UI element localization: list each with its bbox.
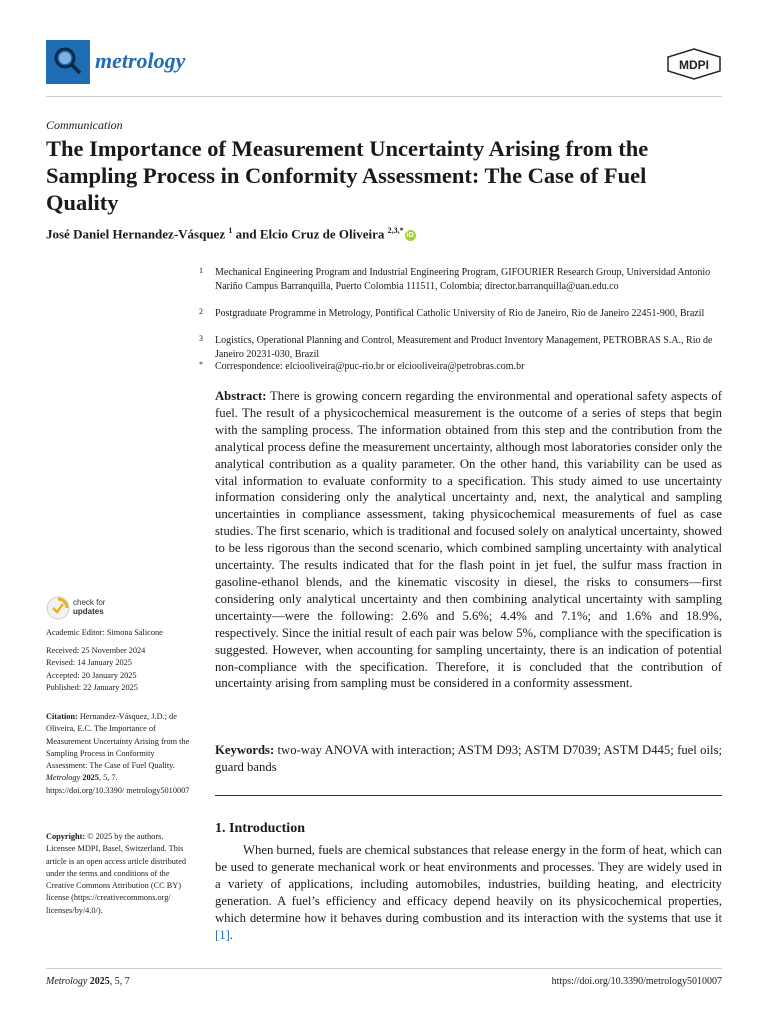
author-affiliation-sup: 2,3,* (387, 226, 404, 235)
affiliation-item (199, 360, 725, 374)
section-heading: 1. Introduction (215, 821, 305, 836)
citation-label: Citation: (46, 712, 78, 721)
introduction-text: When burned, fuels are chemical substances that release energy in the form of heat, which can be used to generate mechanical work or heat environments and processes. They are widely used in a variety of applications, including automobiles, industries, building heating, and electricity generation. A fuel’s efficiency and efficacy depend heavily on its physicochemical properties, which determine how it behaves during combustion and its interaction with the systems that use it (215, 843, 722, 925)
mdpi-logo-text: MDPI (679, 58, 709, 72)
footer-doi-link[interactable]: https://doi.org/10.3390/metrology5010007 (551, 976, 722, 987)
copyright-label: Copyright: (46, 832, 86, 841)
orcid-icon[interactable]: iD (406, 231, 414, 239)
accepted-date: Accepted: 20 January 2025 (46, 670, 137, 680)
check-updates-line1: check for (73, 598, 106, 607)
academic-editor: Academic Editor: Simona Salicone (46, 628, 163, 637)
article-type: Communication (46, 118, 123, 132)
check-for-updates-button[interactable] (46, 596, 126, 620)
abstract (215, 388, 722, 692)
affiliation-item (199, 266, 725, 293)
footer-divider (46, 968, 722, 969)
published-date: Published: 22 January 2025 (46, 682, 138, 692)
author-and: and (235, 226, 257, 242)
affiliation-item (199, 307, 725, 321)
footer-citation (46, 976, 130, 987)
section-divider (215, 795, 722, 796)
citation-journal: Metrology (46, 773, 81, 783)
affiliation-text: Logistics, Operational Planning and Control, Measurement and Product Inventory Management, PETROBRAS S.A., Rio de Janeiro 20231-030, Brazil (215, 335, 713, 360)
mdpi-logo-icon[interactable] (666, 48, 722, 80)
author-name[interactable]: José Daniel Hernandez-Vásquez (46, 226, 226, 242)
journal-logo-icon (46, 40, 90, 84)
keywords (215, 742, 722, 776)
footer-journal: Metrology (46, 976, 88, 987)
keywords-label: Keywords: (215, 743, 275, 757)
footer-year: 2025 (89, 976, 110, 987)
citation-block (46, 711, 194, 797)
revised-date: Revised: 14 January 2025 (46, 658, 132, 668)
introduction-end: . (229, 928, 233, 942)
affiliation-number: * (199, 360, 203, 369)
introduction-paragraph (215, 842, 722, 944)
author-affiliation-sup: 1 (228, 226, 233, 235)
correspondence-text[interactable]: Correspondence: elciooliveira@puc-rio.br or elciooliveira@petrobras.com.br (215, 361, 525, 372)
affiliation-text: Mechanical Engineering Program and Industrial Engineering Program, GIFOURIER Research Group, Universidad Antonio Nariño Campus Barranquilla, Puerto Colombia 111511, Colombia; director.barranquilla@uan.edu.co (215, 267, 711, 292)
citation-text: Hernandez-Vásquez, J.D.; de Oliveira, E.C. The Importance of Measurement Uncertainty Arising from the Sampling Process in Conformity Assessment: The Case of Fuel Quality. (46, 712, 190, 771)
publication-dates (46, 645, 196, 694)
affiliation-item (199, 334, 725, 361)
check-updates-icon (46, 596, 70, 620)
received-date: Received: 25 November 2024 (46, 646, 146, 655)
affiliation-number: 1 (199, 266, 203, 275)
author-name[interactable]: Elcio Cruz de Oliveira (259, 226, 385, 242)
affiliation-number: 3 (199, 334, 203, 343)
article-title: The Importance of Measurement Uncertainty Arising from the Sampling Process in Conformity Assessment: The Case of Fuel Quality (46, 136, 649, 215)
citation-year: 2025 (82, 773, 99, 783)
journal-name[interactable]: metrology (95, 48, 186, 73)
keywords-text: two-way ANOVA with interaction; ASTM D93; ASTM D7039; ASTM D445; fuel oils; guard bands (215, 743, 722, 774)
check-updates-line2: updates (73, 607, 104, 616)
affiliation-number: 2 (199, 307, 203, 316)
abstract-text: There is growing concern regarding the environmental and operational safety aspects of fuel. The result of a physicochemical measurement is the outcome of a series of steps that begin with the sampling process. The information obtained from this step and the contribution from the analytical process define the measurement uncertainty, although most laboratories consider only the analytical contribution as a quality parameter. On the other hand, this variability can be used as vital information to evaluate conformity to a specification. This study aimed to use uncertainty information considering only the analytical uncertainty and, next, the analytical and sampling uncertainties in compliance assessment, taking physicochemical measurements of fuel as case studies. The first scenario, which is traditional and focused solely on analytical uncertainty, showed to be less rigorous than the second scenario, which combined sampling uncertainty with analytical uncertainty. The results indicated that for the flash point in jet fuel, the sulfur mass fraction in gasoline-ethanol blends, and the kinematic viscosity in diesel, the risks to consumers—first considering only analytical uncertainty and then combining analytical uncertainty with sampling uncertainty—were the following: 2.6% and 5.6%; 4.4% and 7.1%; and 1.6% and 18.9%, respectively. Since the initial result of each pair was below 5%, compliance with the specification is suggested. However, when accounting for sampling uncertainty, there is an indication of potential non-compliance with the specification. Therefore, it is concluded that the contribution of uncertainty arising from sampling must be considered in a conformity assessment. (215, 389, 722, 691)
citation-doi[interactable]: , 5, 7. https://doi.org/10.3390/ metrology5010007 (46, 773, 190, 795)
header-divider (46, 96, 722, 97)
copyright-text: © 2025 by the authors. Licensee MDPI, Basel, Switzerland. This article is an open access article distributed under the terms and conditions of the Creative Commons Attribution (CC BY) license (https://creativecommons.org/ licenses/by/4.0/). (46, 832, 187, 915)
abstract-label: Abstract: (215, 389, 267, 403)
affiliation-text: Postgraduate Programme in Metrology, Pontifical Catholic University of Rio de Janeiro, Rio de Janeiro 22451-900, Brazil (215, 308, 705, 319)
author-list (46, 226, 416, 242)
copyright-block (46, 831, 192, 917)
footer-volume: , 5, 7 (109, 976, 130, 987)
reference-link[interactable]: [1] (215, 928, 230, 942)
